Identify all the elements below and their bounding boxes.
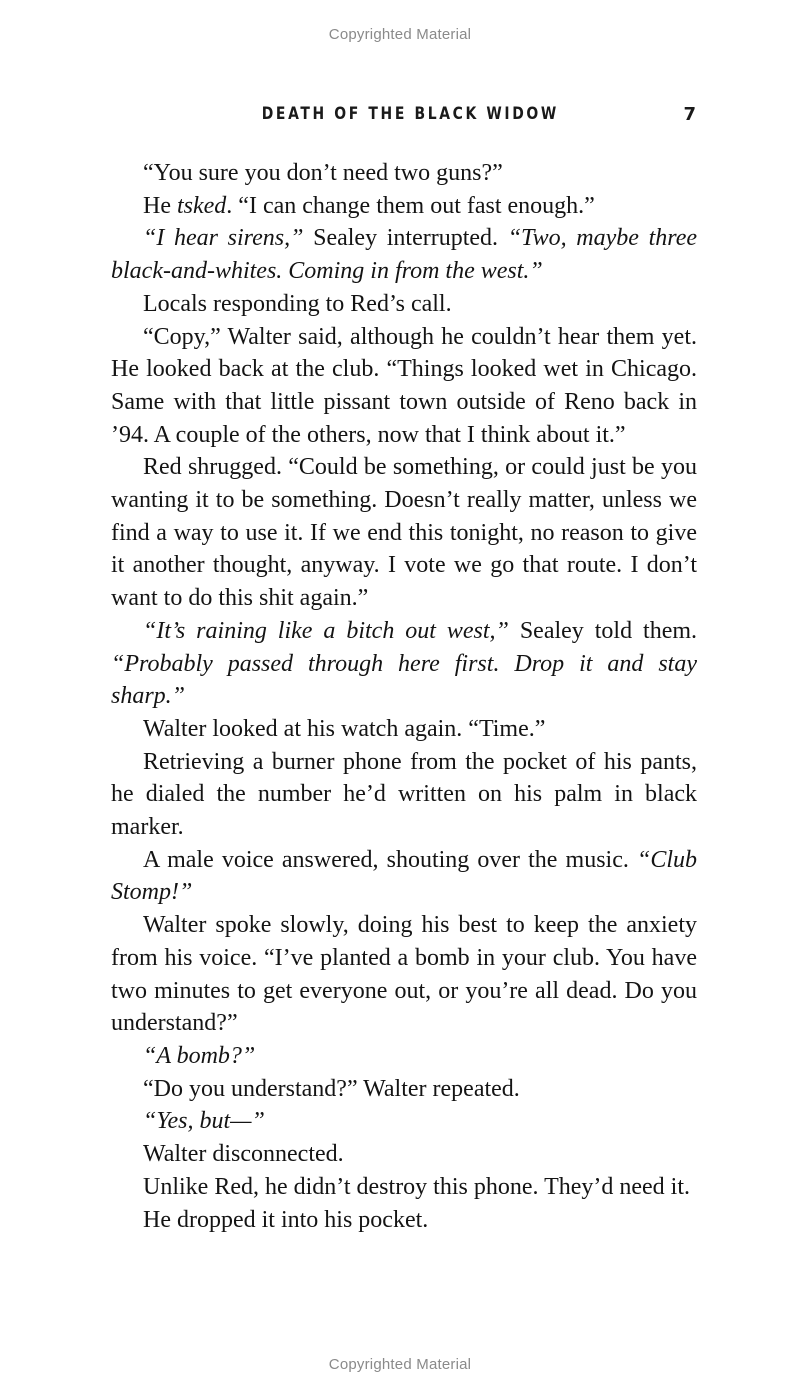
page-number: 7 <box>683 104 696 125</box>
copyright-watermark-top: Copyrighted Material <box>328 26 472 43</box>
paragraph: Walter disconnected. <box>143 1141 344 1168</box>
paragraph: He dropped it into his pocket. <box>143 1206 429 1233</box>
paragraph: A male voice answered, shouting over the music. “Club Stomp!” <box>111 846 697 906</box>
copyright-watermark-bottom: Copyrighted Material <box>328 1356 472 1373</box>
paragraph: “Yes, but—” <box>143 1108 265 1135</box>
paragraph: Walter looked at his watch again. “Time.” <box>143 715 546 742</box>
paragraph: “Do you understand?” Walter repeated. <box>143 1075 520 1102</box>
paragraph: Retrieving a burner phone from the pocket of his pants, he dialed the number he’d written on his palm in black marker. <box>111 748 697 841</box>
paragraph: “It’s raining like a bitch out west,” Sealey told them. “Probably passed through here first. Drop it and stay sharp.” <box>111 617 698 710</box>
paragraph: Locals responding to Red’s call. <box>143 290 452 317</box>
paragraph: Walter spoke slowly, doing his best to keep the anxiety from his voice. “I’ve planted a bomb in your club. You have two minutes to get everyone out, or you’re all dead. Do you understand?” <box>111 912 697 1037</box>
paragraph: Unlike Red, he didn’t destroy this phone. They’d need it. <box>143 1173 691 1200</box>
book-title: DEATH OF THE BLACK WIDOW <box>261 104 559 124</box>
paragraph: “I hear sirens,” Sealey interrupted. “Two, maybe three black-and-whites. Coming in from the west.” <box>111 225 698 285</box>
body-text <box>111 157 697 1236</box>
paragraph: Red shrugged. “Could be something, or could just be you wanting it to be something. Doesn’t really matter, unless we find a way to use it. If we end this tonight, no reason to give it another thought, anyway. I vote we go that route. I don’t want to do this shit again.” <box>111 454 697 612</box>
running-head <box>110 104 700 130</box>
paragraph: He tsked. “I can change them out fast enough.” <box>143 192 595 219</box>
paragraph: “You sure you don’t need two guns?” <box>143 160 503 186</box>
paragraph: “A bomb?” <box>143 1042 256 1069</box>
paragraph: “Copy,” Walter said, although he couldn’t hear them yet. He looked back at the club. “Things looked wet in Chicago. Same with that little pissant town outside of Reno back in ’94. A couple of the others, now that I think about it.” <box>111 323 697 448</box>
